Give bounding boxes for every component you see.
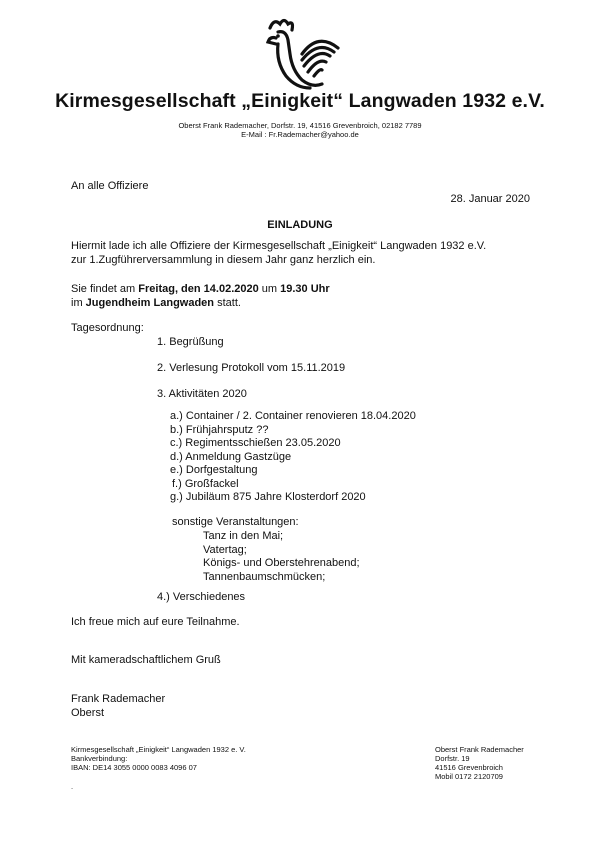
agenda-subitem: d.) Anmeldung Gastzüge <box>170 450 292 463</box>
agenda-subitem: g.) Jubiläum 875 Jahre Klosterdorf 2020 <box>170 491 366 503</box>
footer-phone: Mobil 0172 2120709 <box>435 772 503 781</box>
meeting-time: 19.30 Uhr <box>280 283 330 295</box>
closing-line: Ich freue mich auf eure Teilnahme. <box>71 616 240 628</box>
other-events-list <box>203 530 360 584</box>
intro-line: zur 1.Zugführerversammlung in diesem Jahr ganz herzlich ein. <box>71 253 376 266</box>
meeting-details <box>71 283 330 310</box>
agenda-item: 4.) Verschiedenes <box>157 591 246 603</box>
agenda-subitem: b.) Frühjahrsputz ?? <box>170 423 269 436</box>
intro-paragraph <box>71 240 486 267</box>
agenda-subitems <box>170 410 416 505</box>
subject: EINLADUNG <box>267 219 333 231</box>
agenda-item: 3. Aktivitäten 2020 <box>157 388 247 400</box>
sender-address: Oberst Frank Rademacher, Dorfstr. 19, 41516 Grevenbroich, 02182 7789 <box>178 121 422 130</box>
agenda-subitem: e.) Dorfgestaltung <box>170 464 258 476</box>
association-title: Kirmesgesellschaft „Einigkeit“ Langwaden 1932 e.V. <box>55 90 545 112</box>
agenda-item: 2. Verlesung Protokoll vom 15.11.2019 <box>157 362 346 374</box>
footer-city: 41516 Grevenbroich <box>435 763 503 772</box>
other-event: Vatertag; <box>203 543 247 556</box>
agenda-item: 1. Begrüßung <box>157 336 224 348</box>
intro-line: Hiermit lade ich alle Offiziere der Kirmesgesellschaft „Einigkeit“ Langwaden 1932 e.V. <box>71 240 487 252</box>
other-events-label: sonstige Veranstaltungen: <box>172 516 299 528</box>
agenda-subitem: c.) Regimentsschießen 23.05.2020 <box>170 437 341 449</box>
agenda-label: Tagesordnung: <box>71 322 144 334</box>
meeting-time-line: Sie findet am Freitag, den 14.02.2020 um 19.30 Uhr <box>71 283 330 295</box>
other-event: Königs- und Oberstehrenabend; <box>203 557 360 569</box>
letter-date: 28. Januar 2020 <box>450 193 530 205</box>
recipient: An alle Offiziere <box>71 180 149 192</box>
meeting-place: Jugendheim Langwaden <box>85 296 215 309</box>
footer-iban: IBAN: DE14 3055 0000 0083 4096 07 <box>71 763 197 772</box>
agenda-subitem: a.) Container / 2. Container renovieren 18.04.2020 <box>170 410 416 422</box>
footer-name: Oberst Frank Rademacher <box>435 745 524 754</box>
footer-right <box>435 745 524 781</box>
other-event: Tannenbaumschmücken; <box>203 570 326 583</box>
signature-title: Oberst <box>71 706 105 719</box>
footer-association: Kirmesgesellschaft „Einigkeit“ Langwaden 1932 e. V. <box>71 745 246 754</box>
sender-email: E-Mail : Fr.Rademacher@yahoo.de <box>241 130 359 139</box>
signature-name: Frank Rademacher <box>71 693 166 705</box>
agenda-subitem: f.) Großfackel <box>172 477 239 490</box>
greeting: Mit kameradschaftlichem Gruß <box>71 654 221 666</box>
signature-block <box>71 693 165 720</box>
meeting-date: Freitag, den 14.02.2020 <box>138 283 259 295</box>
rooster-logo-icon <box>256 14 346 94</box>
footer-dot: . <box>71 782 74 791</box>
meeting-place-line: im Jugendheim Langwaden statt. <box>71 296 241 309</box>
footer-left <box>71 745 246 772</box>
footer-bank-label: Bankverbindung: <box>71 754 128 763</box>
sender-block <box>0 121 600 139</box>
other-event: Tanz in den Mai; <box>203 530 284 542</box>
footer-street: Dorfstr. 19 <box>435 754 470 763</box>
